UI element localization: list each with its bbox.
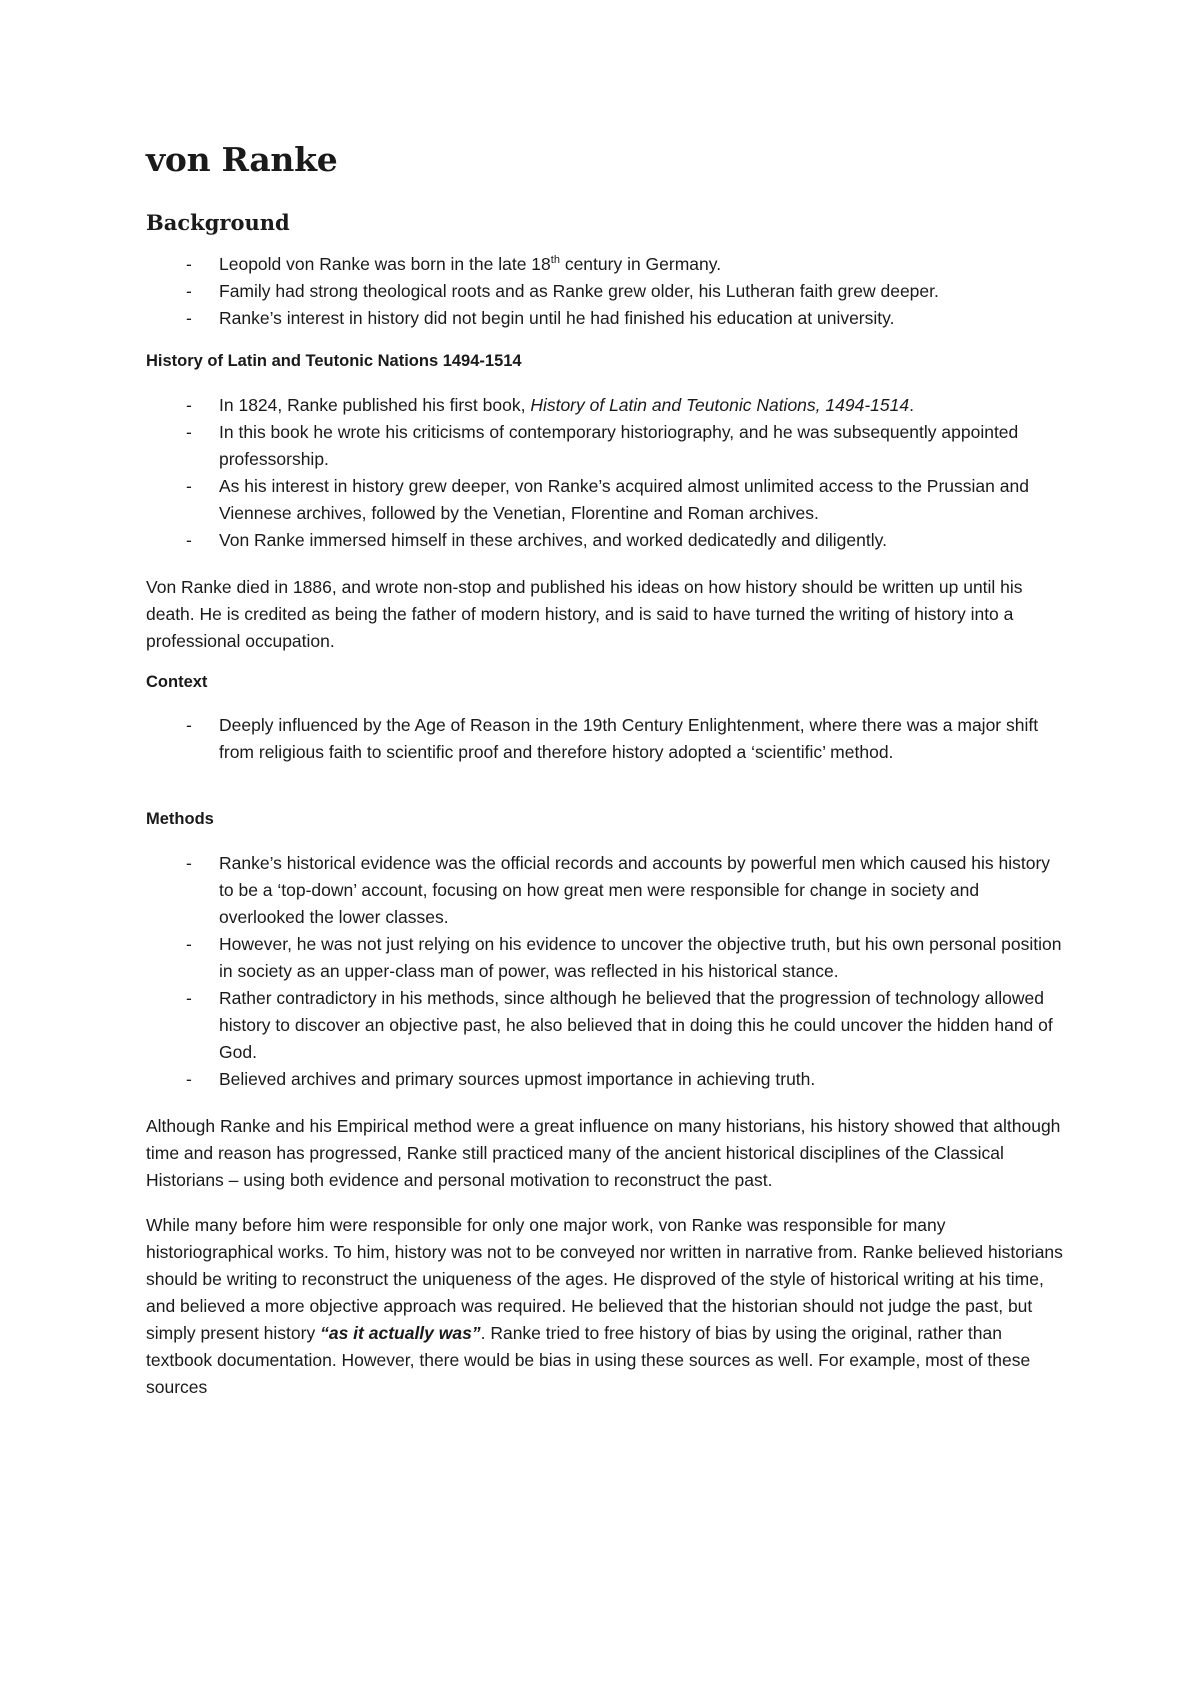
item-text: In this book he wrote his criticisms of contemporary historiography, and he was subsequently appointed professorship. bbox=[219, 421, 1019, 469]
list-item bbox=[146, 712, 1066, 766]
quote: “as it actually was” bbox=[320, 1323, 481, 1344]
dash-bullet: - bbox=[186, 394, 192, 415]
list-item bbox=[146, 1066, 1066, 1093]
item-text: Leopold von Ranke was born in the late 18 bbox=[219, 253, 551, 274]
context-heading: Context bbox=[146, 672, 208, 691]
death-paragraph: Von Ranke died in 1886, and wrote non-stop and published his ideas on how history should be written up until his death. He is credited as being the father of modern history, and is said to have turned the writing of history into a professional occupation. bbox=[146, 576, 1023, 651]
book-title: History of Latin and Teutonic Nations, 1494-1514 bbox=[530, 394, 910, 415]
paragraph-text: . Ranke tried to free history of bias by using the original, rather than textbook documentation. However, there would be bias in using these sources as well. For example, most of these sources bbox=[146, 1323, 1031, 1398]
item-text: Family had strong theological roots and as Ranke grew older, his Lutheran faith grew deeper. bbox=[219, 280, 939, 301]
paragraph-text: While many before him were responsible for only one major work, von Ranke was responsible for many historiographical works. To him, history was not to be conveyed nor written in narrative from. Ranke believed historians should be writing to reconstruct the uniqueness of the ages. He disproved of the style of historical writing at his time, and believed a more objective approach was required. He believed that the historian should not judge the past, but simply present history bbox=[146, 1215, 1063, 1344]
document-title: von Ranke bbox=[146, 140, 338, 179]
dash-bullet: - bbox=[186, 715, 192, 736]
list-item bbox=[146, 850, 1066, 931]
list-item bbox=[146, 985, 1066, 1066]
context-list bbox=[146, 712, 1066, 766]
list-item bbox=[146, 392, 1066, 419]
dash-bullet: - bbox=[186, 853, 192, 874]
document-page bbox=[146, 140, 1066, 1419]
list-item bbox=[146, 419, 1066, 473]
list-item bbox=[146, 931, 1066, 985]
list-item bbox=[146, 278, 1066, 305]
list-item bbox=[146, 527, 1066, 554]
dash-bullet: - bbox=[186, 421, 192, 442]
item-text: However, he was not just relying on his evidence to uncover the objective truth, but his own personal position in society as an upper-class man of power, was reflected in his historical stance. bbox=[219, 934, 1062, 982]
item-text: In 1824, Ranke published his first book, bbox=[219, 394, 531, 415]
item-text: Von Ranke immersed himself in these archives, and worked dedicatedly and diligently. bbox=[219, 529, 887, 550]
historiography-paragraph bbox=[146, 1212, 1066, 1401]
item-text: As his interest in history grew deeper, von Ranke’s acquired almost unlimited access to the Prussian and Viennese archives, followed by the Venetian, Florentine and Roman archives. bbox=[219, 475, 1029, 523]
background-list bbox=[146, 251, 1066, 332]
list-item bbox=[146, 251, 1066, 278]
background-heading: Background bbox=[146, 209, 290, 235]
methods-heading: Methods bbox=[146, 810, 214, 829]
dash-bullet: - bbox=[186, 307, 192, 328]
item-text: Believed archives and primary sources upmost importance in achieving truth. bbox=[219, 1069, 816, 1090]
history-section-list bbox=[146, 392, 1066, 554]
spacer bbox=[146, 786, 1066, 810]
item-text: . bbox=[909, 394, 914, 415]
superscript: th bbox=[550, 253, 560, 266]
list-item bbox=[146, 473, 1066, 527]
item-text: Ranke’s interest in history did not begin until he had finished his education at university. bbox=[219, 307, 895, 328]
item-text: Ranke’s historical evidence was the official records and accounts by powerful men which caused his history to be a ‘top-down’ account, focusing on how great men were responsible for change in society and overlooked the lower classes. bbox=[219, 853, 1051, 928]
list-item bbox=[146, 305, 1066, 332]
dash-bullet: - bbox=[186, 529, 192, 550]
item-text: century in Germany. bbox=[559, 253, 722, 274]
empirical-paragraph: Although Ranke and his Empirical method were a great influence on many historians, his history showed that although time and reason has progressed, Ranke still practiced many of the ancient historical disciplines of the Classical Historians – using both evidence and personal motivation to reconstruct the past. bbox=[146, 1116, 1061, 1191]
dash-bullet: - bbox=[186, 475, 192, 496]
item-text: Rather contradictory in his methods, since although he believed that the progression of technology allowed history to discover an objective past, he also believed that in doing this he could uncover the hidden hand of God. bbox=[219, 988, 1053, 1063]
dash-bullet: - bbox=[186, 280, 192, 301]
methods-list bbox=[146, 850, 1066, 1093]
dash-bullet: - bbox=[186, 934, 192, 955]
item-text: Deeply influenced by the Age of Reason in the 19th Century Enlightenment, where there was a major shift from religious faith to scientific proof and therefore history adopted a ‘scientific’ method. bbox=[219, 715, 1039, 763]
history-section-heading: History of Latin and Teutonic Nations 1494-1514 bbox=[146, 351, 522, 370]
dash-bullet: - bbox=[186, 253, 192, 274]
dash-bullet: - bbox=[186, 988, 192, 1009]
dash-bullet: - bbox=[186, 1069, 192, 1090]
